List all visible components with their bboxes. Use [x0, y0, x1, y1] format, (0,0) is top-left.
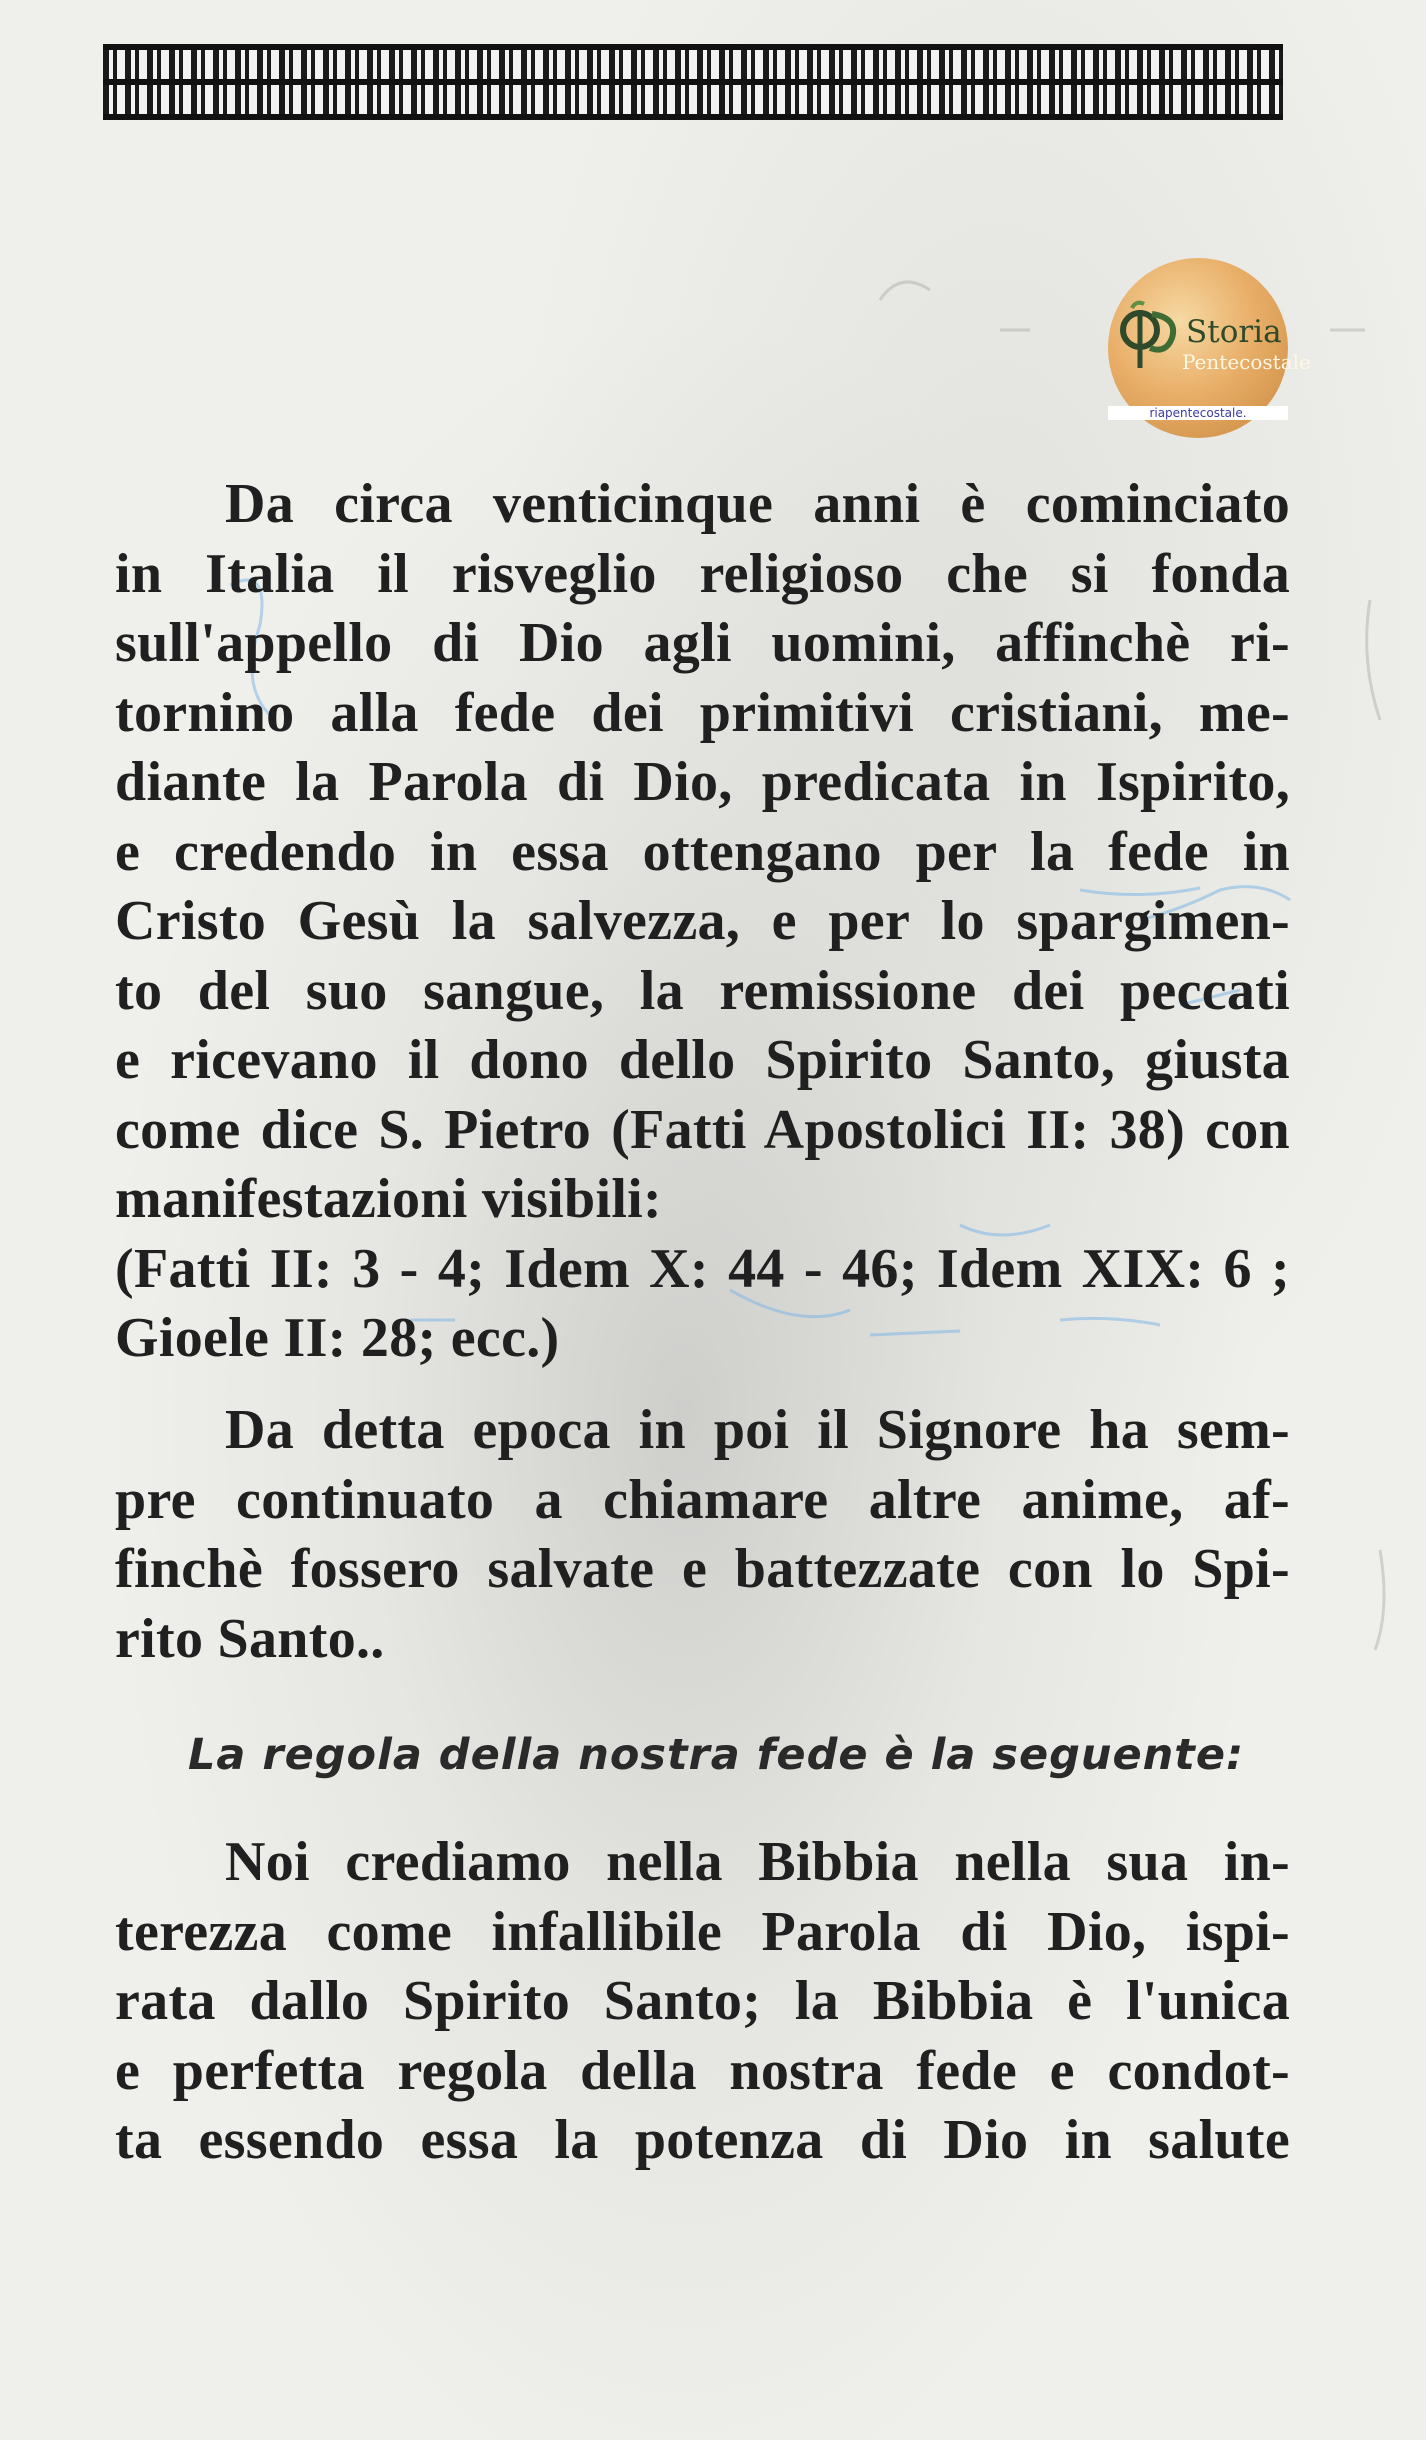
- text-line: Da detta epoca in poi il Signore ha sem-: [225, 1399, 1290, 1461]
- text-line: Da circa venticinque anni è cominciato: [225, 473, 1290, 535]
- text-line: sull'appello di Dio agli uomini, affinchè ri-: [115, 612, 1290, 674]
- text-line: come dice S. Pietro (Fatti Apostolici II: 38) con: [115, 1098, 1290, 1161]
- logo-url: riapentecostale.: [1108, 406, 1288, 420]
- logo-title: Storia: [1186, 314, 1282, 350]
- paragraph-bible: [115, 1828, 1290, 2176]
- text-line: ta essendo essa la potenza di Dio in salute: [115, 2109, 1290, 2171]
- paragraph-intro: [115, 470, 1290, 1374]
- text-line: pre continuato a chiamare altre anime, af-: [115, 1468, 1290, 1531]
- paragraph-continuation: [115, 1396, 1290, 1674]
- decorative-border: [103, 44, 1283, 120]
- sp-monogram-icon: [1118, 300, 1178, 370]
- text-line: terezza come infallibile Parola di Dio, ispi-: [115, 1900, 1290, 1963]
- text-line: in Italia il risveglio religioso che si fonda: [115, 542, 1290, 605]
- text-line: manifestazioni visibili:: [115, 1168, 662, 1230]
- text-line: tornino alla fede dei primitivi cristiani, me-: [115, 681, 1290, 744]
- logo-subtitle: Pentecostale: [1182, 350, 1311, 374]
- section-heading: La regola della nostra fede è la seguente:: [188, 1730, 1245, 1780]
- text-line: e ricevano il dono dello Spirito Santo, giusta: [115, 1029, 1290, 1091]
- text-line: diante la Parola di Dio, predicata in Ispirito,: [115, 751, 1290, 813]
- text-line: Noi crediamo nella Bibbia nella sua in-: [225, 1831, 1290, 1893]
- text-line: rito Santo..: [115, 1607, 385, 1670]
- text-line: rata dallo Spirito Santo; la Bibbia è l'unica: [115, 1970, 1290, 2032]
- storia-pentecostale-logo: [1108, 258, 1311, 438]
- text-line: to del suo sangue, la remissione dei peccati: [115, 959, 1290, 1022]
- text-line: (Fatti II: 3 - 4; Idem X: 44 - 46; Idem XIX: 6 ;: [115, 1237, 1290, 1300]
- text-line: finchè fossero salvate e battezzate con lo Spi-: [115, 1538, 1290, 1600]
- text-line: e perfetta regola della nostra fede e condot-: [115, 2039, 1290, 2102]
- text-line: e credendo in essa ottengano per la fede in: [115, 820, 1290, 883]
- text-line: Cristo Gesù la salvezza, e per lo spargimen-: [115, 890, 1290, 952]
- text-line: Gioele II: 28; ecc.): [115, 1307, 560, 1369]
